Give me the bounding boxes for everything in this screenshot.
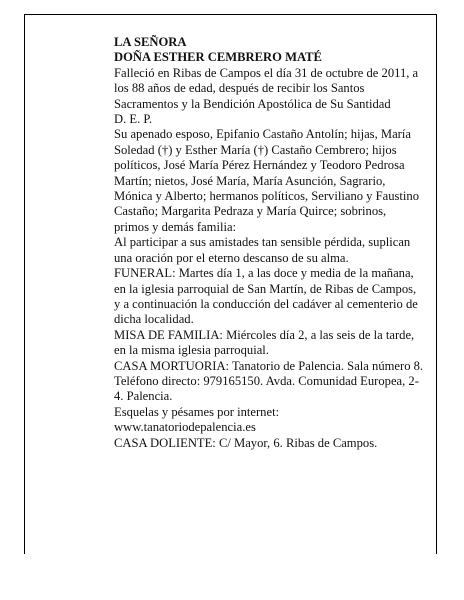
notice-mortuary: CASA MORTUORIA: Tanatorio de Palencia. Sala número 8. Teléfono directo: 979165150. Avda. Comunidad Europea, 2-4. Palencia. [114, 358, 424, 404]
notice-online-condolences: Esquelas y pésames por internet: [114, 404, 280, 419]
notice-funeral: FUNERAL: Martes día 1, a las doce y media de la mañana, en la iglesia parroquial de San Martín, de Ribas de Campos, y a continuación la conducción del cadáver al cementerio de dicha localidad. [114, 266, 418, 327]
notice-website: www.tanatoriodepalencia.es [114, 420, 256, 435]
notice-family-paragraph: Su apenado esposo, Epifanio Castaño Antolín; hijas, María Soledad (†) y Esther María (†) Castaño Cembrero; hijos políticos, José María Pérez Hernández y Teodoro Pedrosa Martín; nietos, José María, María Asunción, Sagrario, Mónica y Alberto; hermanos políticos, Serviliano y Faustino Castaño; Margarita Pedraza y María Quirce; sobrinos, primos y demás familia: [114, 127, 420, 234]
obituary-notice [114, 35, 424, 451]
notice-mourning-house: CASA DOLIENTE: C/ Mayor, 6. Ribas de Campos. [114, 435, 378, 450]
notice-heading-name: DOÑA ESTHER CEMBRERO MATÉ [114, 50, 322, 65]
notice-death-paragraph: Falleció en Ribas de Campos el día 31 de octubre de 2011, a los 88 años de edad, después de recibir los Santos Sacramentos y la Bendición Apostólica de Su Santidad [114, 65, 419, 111]
notice-prayer-request: Al participar a sus amistades tan sensible pérdida, suplican una oración por el eterno descanso de su alma. [114, 235, 411, 265]
notice-heading-line1: LA SEÑORA [114, 35, 187, 49]
notice-rip: D. E. P. [114, 112, 153, 127]
notice-family-mass: MISA DE FAMILIA: Miércoles día 2, a las seis de la tarde, en la misma iglesia parroquial. [114, 327, 415, 358]
